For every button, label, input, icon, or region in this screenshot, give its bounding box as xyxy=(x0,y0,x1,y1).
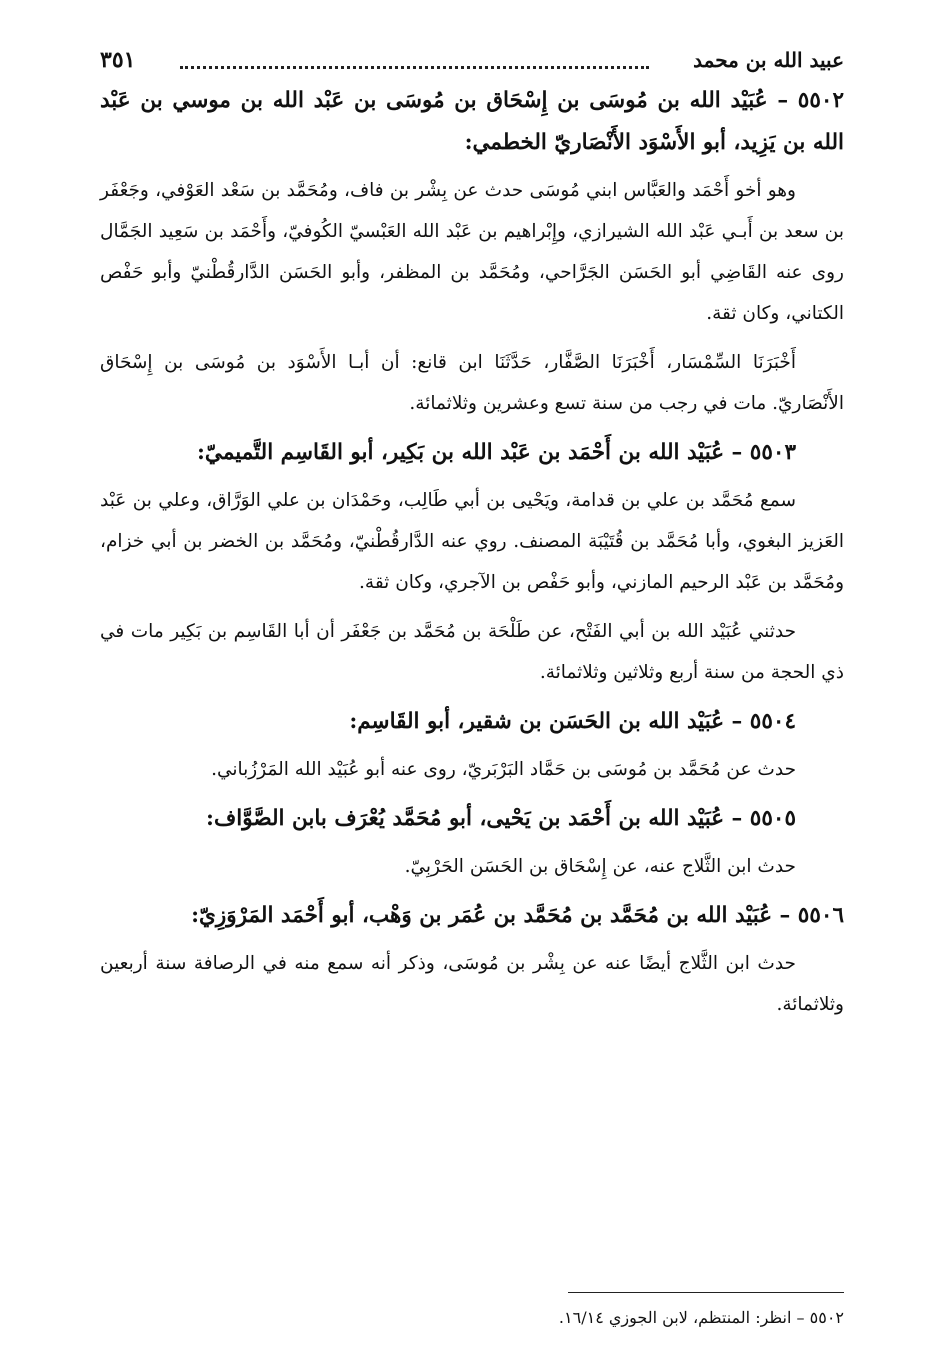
entry-paragraph: وهو أخو أَحْمَد والعَبَّاس ابني مُوسَى حدث عن بِشْر بن فاف، ومُحَمَّد بن سَعْد العَوْفي، وجَعْفَر بن سعد بن أَبـي عَبْد الله الشيرازي، وإِبْراهيم بن عَبْد الله العَبْسيّ الكُوفيّ، وأَحْمَد بن سَعِيد الجَمَّال روى عنه القَاضِي أبو الحَسَن الجَرَّاحي، ومُحَمَّد بن المظفر، وأبو الحَسَن الدَّارقُطْنيّ وأبو حَفْص الكتاني، وكان ثقة. xyxy=(100,180,844,324)
entry-5502 xyxy=(100,80,844,424)
dotted-leader xyxy=(180,66,649,69)
entry-heading: ٥٥٠٥ – عُبَيْد الله بن أَحْمَد بن يَحْيى، أبو مُحَمَّد يُعْرَف بابن الصَّوَّاف: xyxy=(206,806,796,831)
entry-paragraph: حدث ابن الثَّلاج أيضًا عنه عن بِشْر بن مُوسَى، وذكر أنه سمع منه في الرصافة سنة أربعين وثلاثمائة. xyxy=(100,953,844,1015)
entry-5506 xyxy=(100,895,844,1025)
book-page xyxy=(100,40,844,1340)
footnote: ٥٥٠٢ – انظر: المنتظم، لابن الجوزي ١٦/١٤. xyxy=(558,1308,844,1327)
footnote-divider xyxy=(568,1292,844,1293)
entry-heading: ٥٥٠٦ – عُبَيْد الله بن مُحَمَّد بن مُحَمَّد بن عُمَر بن وَهْب، أبو أَحْمَد المَرْوَزِيّ: xyxy=(191,903,844,928)
entry-heading: ٥٥٠٣ – عُبَيْد الله بن أَحْمَد بن عَبْد الله بن بَكِير، أبو القَاسِم التَّميميّ: xyxy=(196,440,796,465)
entry-5505 xyxy=(100,798,844,887)
running-head-title: عبيد الله بن محمد xyxy=(693,48,844,72)
entry-paragraph: حدث ابن الثَّلاج عنه، عن إِسْحَاق بن الحَسَن الحَرْبِيّ. xyxy=(404,856,796,877)
entry-heading: ٥٥٠٤ – عُبَيْد الله بن الحَسَن بن شقير، أبو القَاسِم: xyxy=(349,709,796,734)
entry-paragraph: حدثني عُبَيْد الله بن أبي الفَتْح، عن طَلْحَة بن مُحَمَّد بن جَعْفَر أن أبا القَاسِم بن بَكِير مات في ذي الحجة من سنة أربع وثلاثين وثلاثمائة. xyxy=(100,621,844,683)
entry-heading: ٥٥٠٢ – عُبَيْد الله بن مُوسَى بن إِسْحَاق بن مُوسَى بن عَبْد الله بن موسي بن عَبْد الله بن يَزِيد، أبو الأَسْوَد الأَنْصَاريّ الخطمي: xyxy=(100,88,844,155)
entry-paragraph: سمع مُحَمَّد بن علي بن قدامة، ويَحْيى بن أبي طَالِب، وحَمْدَان بن علي الوَرَّاق، وعلي بن عَبْد العَزيز البغوي، وأبا مُحَمَّد بن قُتَيْبَة المصنف. روي عنه الدَّارقُطْنيّ، ومُحَمَّد بن الخضر بن أبي خزام، ومُحَمَّد بن عَبْد الرحيم المازني، وأبو حَفْص بن الآجري، وكان ثقة. xyxy=(100,490,844,593)
entry-paragraph: حدث عن مُحَمَّد بن مُوسَى بن حَمَّاد البَرْبَريّ، روى عنه أبو عُبَيْد الله المَرْزُباني. xyxy=(211,759,796,780)
entry-paragraph: أَخْبَرَنَا السِّمْسَار، أَخْبَرَنَا الصَّفَّار، حَدَّثَنَا ابن قانع: أن أبـا الأَسْوَد بن مُوسَى بن إِسْحَاق الأَنْصَاريّ. مات في رجب من سنة تسع وعشرين وثلاثمائة. xyxy=(100,352,844,414)
entry-5503 xyxy=(100,432,844,693)
running-head xyxy=(100,40,844,80)
entry-5504 xyxy=(100,701,844,790)
page-number: ٣٥١ xyxy=(100,47,136,73)
